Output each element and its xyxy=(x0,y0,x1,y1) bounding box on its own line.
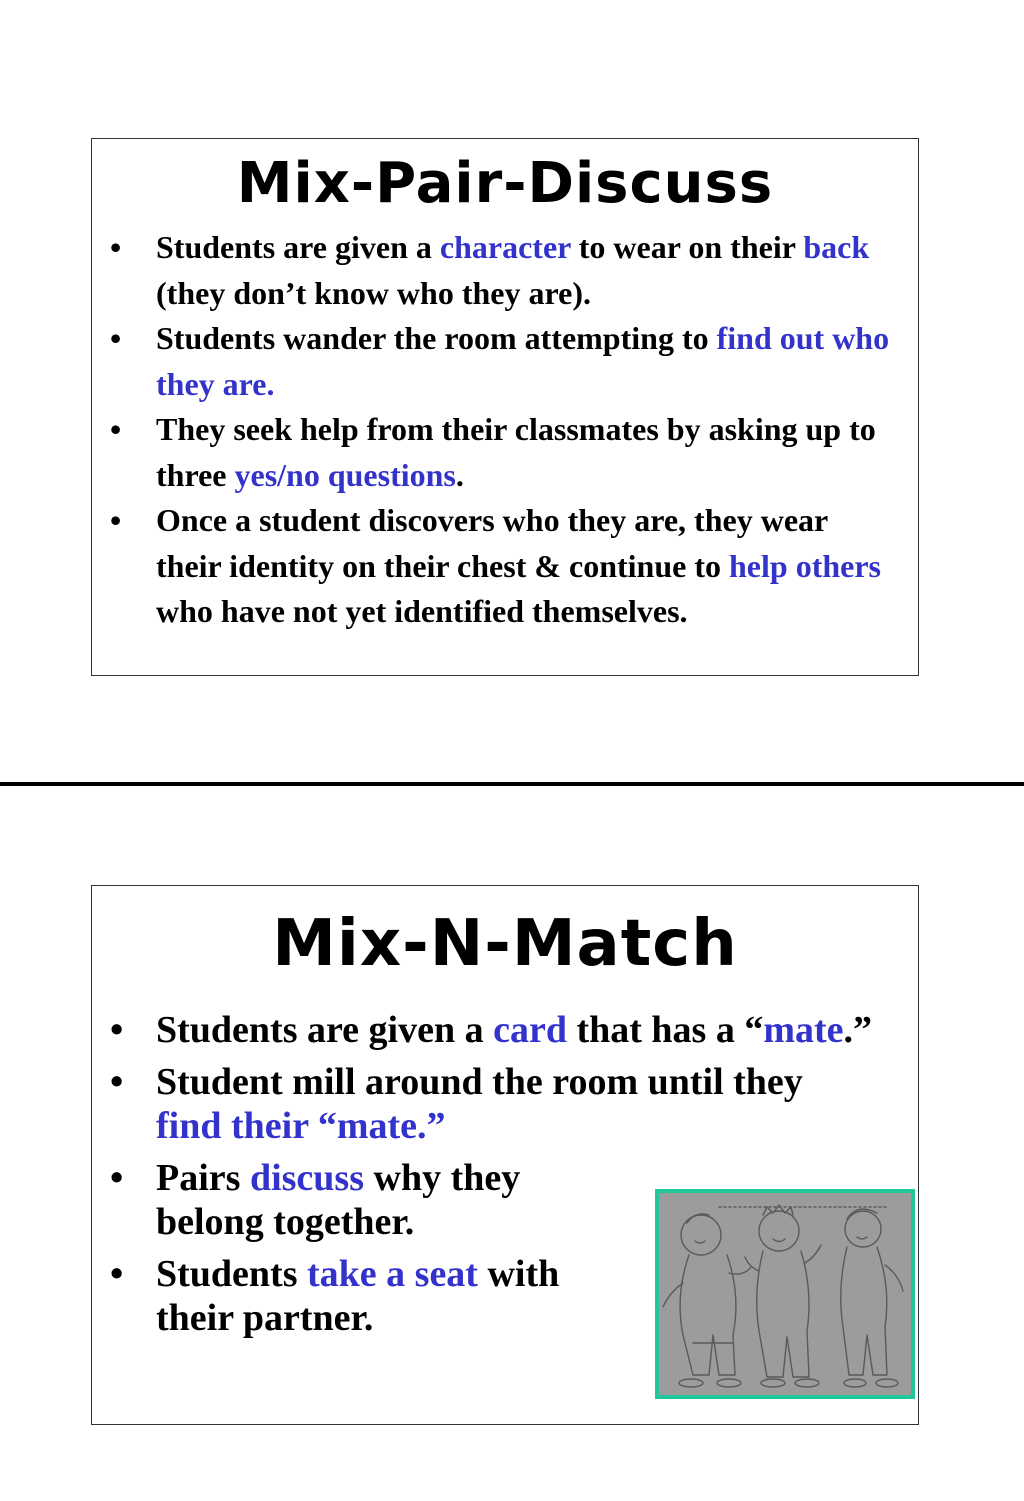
bullet-text: with xyxy=(477,1253,560,1295)
bullet-text: to wear on their xyxy=(570,229,804,265)
highlight-text: yes/no questions xyxy=(234,456,456,493)
list-item xyxy=(110,1060,876,1148)
highlight-text: find their “mate.” xyxy=(156,1105,446,1147)
highlight-text: card xyxy=(493,1009,567,1051)
bullet-marker: • xyxy=(110,502,122,538)
bullet-text: . xyxy=(455,456,464,493)
three-cartoon-children-illustration xyxy=(655,1189,915,1399)
bullet-text: Students xyxy=(156,1253,307,1295)
bullet-text: Students are given a xyxy=(156,1009,494,1051)
slide-title: Mix-N-Match xyxy=(272,907,738,981)
highlight-text: take a seat xyxy=(307,1253,478,1295)
bullet-text: belong together. xyxy=(156,1201,415,1243)
bullet-text: why they xyxy=(364,1157,521,1199)
list-item xyxy=(110,407,896,498)
children-drawing-icon xyxy=(659,1193,911,1395)
list-item xyxy=(110,498,896,635)
bullet-marker: • xyxy=(110,229,122,265)
bullet-text: their partner. xyxy=(156,1297,374,1339)
highlight-text: discuss xyxy=(249,1157,364,1199)
slide-mix-pair-discuss xyxy=(91,138,919,676)
bullet-text: They seek help from their classmates by asking up to three xyxy=(156,411,876,493)
highlight-text: back xyxy=(803,229,870,265)
bullet-text: .” xyxy=(843,1009,873,1051)
bullet-marker: • xyxy=(110,1157,124,1199)
bullet-text: Pairs xyxy=(156,1157,250,1199)
bullet-text: Student mill around the room until they xyxy=(156,1061,803,1103)
bullet-text: (they don’t know who they are). xyxy=(156,274,591,311)
bullet-marker: • xyxy=(110,320,122,356)
highlight-text: find out who they are. xyxy=(156,320,890,402)
bullet-text: that has a “ xyxy=(566,1009,764,1051)
bullet-text: Once a student discovers who they are, they wear their identity on their chest & continue to xyxy=(156,502,828,584)
list-item xyxy=(110,225,896,316)
bullet-text: who have not yet identified themselves. xyxy=(156,593,688,629)
list-item xyxy=(110,1008,876,1052)
bullet-text: Students wander the room attempting to xyxy=(156,320,717,356)
bullet-marker: • xyxy=(110,1009,124,1051)
bullet-marker: • xyxy=(110,1061,124,1103)
bullet-marker: • xyxy=(110,411,122,447)
slide-title: Mix-Pair-Discuss xyxy=(236,151,774,216)
highlight-text: help others xyxy=(729,547,881,584)
bullet-text: Students are given a xyxy=(156,229,440,265)
highlight-text: character xyxy=(439,229,571,265)
bullet-marker: • xyxy=(110,1253,124,1295)
page-divider xyxy=(0,782,1024,786)
bullet-list xyxy=(110,225,896,635)
highlight-text: mate xyxy=(763,1009,844,1051)
list-item xyxy=(110,316,896,407)
